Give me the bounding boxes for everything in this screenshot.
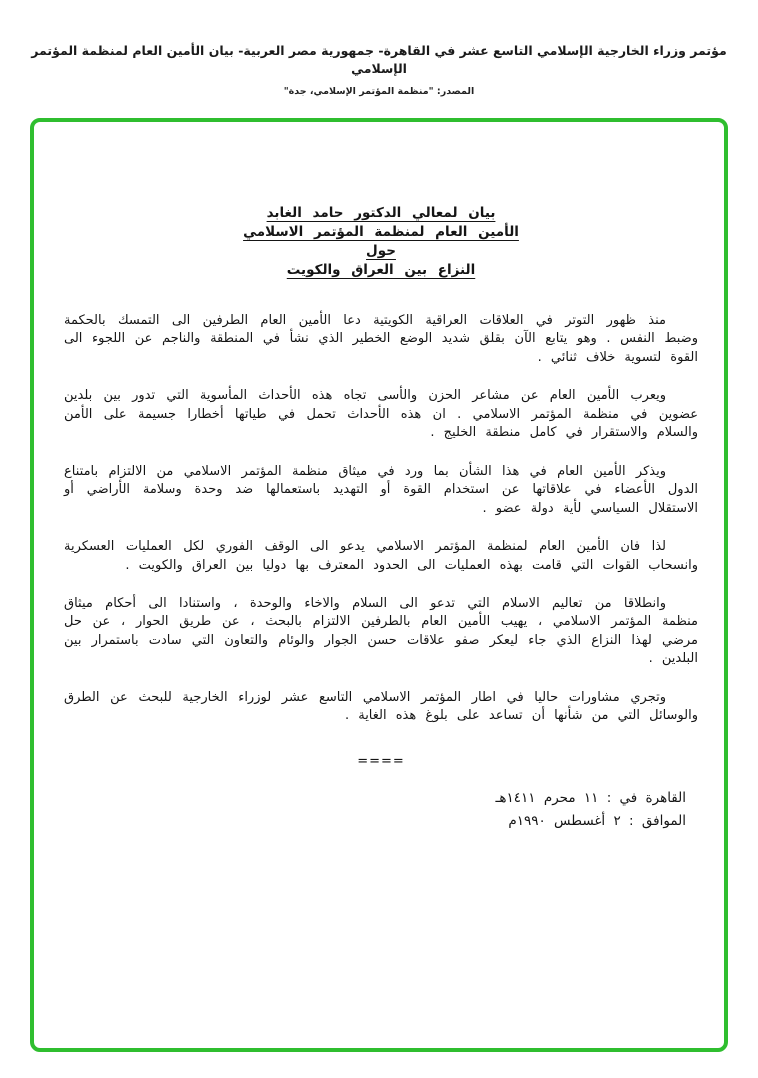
paragraph-6: وتجري مشاورات حاليا في اطار المؤتمر الاسلامي التاسع عشر لوزراء الخارجية للبحث عن الطرق والوسائل التي من شأنها أن تساعد على بلوغ هذه الغاية . (64, 689, 698, 724)
statement-title-line-4: النزاع بين العراق والكويت (286, 262, 476, 278)
header-title: مؤتمر وزراء الخارجية الإسلامي التاسع عشر في القاهرة- جمهورية مصر العربية- بيان الأمين العام لمنظمة المؤتمر الإسلامي (31, 43, 727, 76)
separator: ==== (357, 753, 405, 769)
paragraph-5: وانطلاقا من تعاليم الاسلام التي تدعو الى السلام والاخاء والوحدة ، واستنادا الى أحكام ميثاق منظمة المؤتمر الاسلامي ، يهيب الأمين العام بالطرفين الالتزام بالبحث ، عن طريق الحوار ، عن حل مرضي لهذا النزاع الذي جاء ليعكر صفو علاقات حسن الجوار والوئام والتعاون التي سادت باستمرار بين البلدين . (64, 595, 698, 667)
header (0, 0, 758, 97)
statement-title-line-3: حول (366, 243, 396, 259)
scanned-document-frame (30, 118, 728, 1052)
paragraph-1: منذ ظهور التوتر في العلاقات العراقية الكويتية دعا الأمين العام الطرفين الى التمسك بالحكمة وضبط النفس . وهو يتابع الآن بقلق شديد الوضع الخطير الذي نشأ في المنطقة والناجم عن اللجوء الى القوة لتسوية خلاف ثنائي . (64, 313, 698, 365)
date-gregorian: الموافق : ٢ أغسطس ١٩٩٠م (508, 812, 686, 829)
statement-title-line-2: الأمين العام لمنظمة المؤتمر الاسلامي (243, 224, 519, 240)
paragraph-3: ويذكر الأمين العام في هذا الشأن بما ورد في ميثاق منظمة المؤتمر الاسلامي من الالتزام بامتناع الدول الأعضاء في علاقاتها عن استخدام القوة أو التهديد باستعمالها ضد وحدة وسلامة الأراضي أو الاستقلال السياسي لأية دولة عضو . (64, 463, 698, 516)
paragraph-2: ويعرب الأمين العام عن مشاعر الحزن والأسى تجاه هذه الأحداث المأسوية التي تدور بين بلدين عضوين في منظمة المؤتمر الاسلامي . ان هذه الأحداث تحمل في طياتها أخطارا جسيمة على الأمن والسلام والاستقرار في كامل منطقة الخليج . (64, 388, 698, 441)
header-source: المصدر: "منظمة المؤتمر الإسلامي، جدة" (283, 86, 475, 97)
date-hijri: القاهرة في : ١١ محرم ١٤١١هـ (495, 789, 686, 806)
document-content (34, 122, 724, 1048)
paragraph-4: لذا فان الأمين العام لمنظمة المؤتمر الاسلامي يدعو الى الوقف الفوري لكل العمليات العسكرية وانسحاب القوات التي قامت بهذه العمليات الى الحدود المعترف بها دوليا بين العراق والكويت . (64, 539, 698, 573)
statement-title-line-1: بيان لمعالي الدكتور حامد الغابد (266, 205, 496, 221)
statement-title-block (64, 205, 698, 278)
date-block (64, 787, 698, 833)
